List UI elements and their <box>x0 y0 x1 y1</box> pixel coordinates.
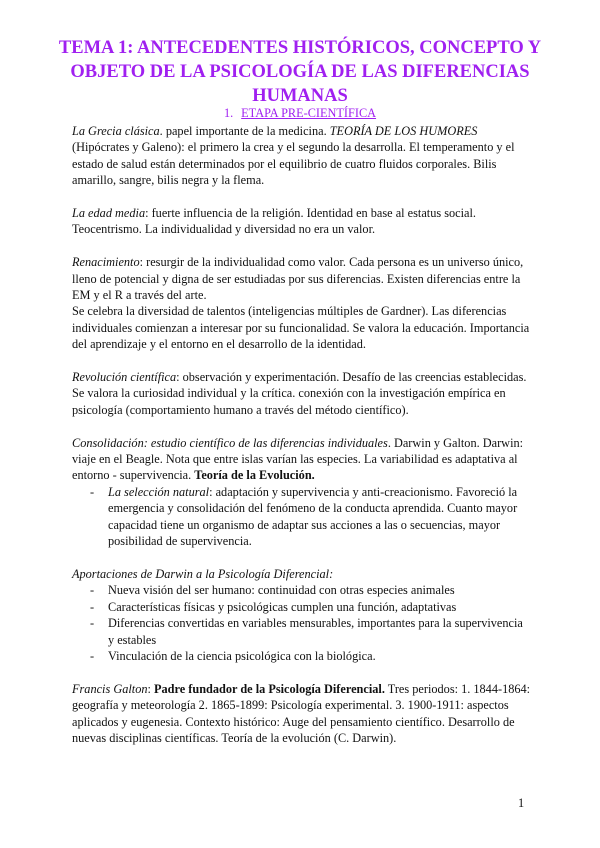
section-heading <box>0 106 600 121</box>
document-title: TEMA 1: ANTECEDENTES HISTÓRICOS, CONCEPTO Y OBJETO DE LA PSICOLOGÍA DE LAS DIFERENCIAS HUMANAS <box>58 38 542 106</box>
page-number: 1 <box>518 796 525 810</box>
aportaciones-heading <box>72 566 532 582</box>
text: . Darwin y Galton. Darwin: viaje en el Beagle. Nota que entre islas varían las especies. La variabilidad es adaptativa al entorno - supervivencia. <box>72 435 524 483</box>
paragraph-grecia <box>72 123 532 189</box>
term: La selección natural <box>108 484 210 499</box>
term: TEORÍA DE LOS HUMORES <box>329 124 478 138</box>
term: Francis Galton <box>72 681 148 696</box>
bold-text: Teoría de la Evolución. <box>194 468 315 483</box>
paragraph-revolucion <box>72 369 532 418</box>
list-item: - Vinculación de la ciencia psicológica con la biológica. <box>72 648 532 664</box>
document-body <box>72 123 532 763</box>
bold-text: Padre fundador de la Psicología Diferencial. <box>154 681 385 696</box>
term: Revolución científica <box>72 370 177 385</box>
list-item: - Nueva visión del ser humano: continuidad con otras especies animales <box>72 582 532 598</box>
paragraph-renacimiento-2: Se celebra la diversidad de talentos (inteligencias múltiples de Gardner). Las diferencias individuales comienzan a interesar por su funcionalidad. Se valora la educación. Importancia del aprendizaje y el entorno en el desarrollo de la identidad. <box>72 304 530 352</box>
text: : adaptación y supervivencia y anti-creacionismo. Favoreció la emergencia y consolidación del fenómeno de la conducta aprendida. Cuanto mayor capacidad tiene un organismo de adaptar sus acciones a las o secuencias, mayor posibilidad de supervivencia. <box>108 484 518 549</box>
section-label: ETAPA PRE-CIENTÍFICA <box>241 106 377 120</box>
paragraph-renacimiento <box>72 254 532 303</box>
section-number: 1. <box>223 106 234 120</box>
text: (Hipócrates y Galeno): el primero la crea y el segundo la desarrolla. El temperamento y el estado de salud están determinados por el equilibrio de cuatro fluidos corporales. Bilis amarillo, sangre, bilis negra y la flema. <box>72 140 515 188</box>
list-item <box>72 484 532 550</box>
text: . papel importante de la medicina. <box>159 124 330 138</box>
text: : resurgir de la individualidad como valor. Cada persona es un universo único, lleno de potencial y digna de ser estudiadas por sus diferencias. Existen diferencias entre la EM y el R a través del arte. <box>72 255 524 303</box>
text: Tres periodos: 1. 1844-1864: geografía y meteorología 2. 1865-1899: Psicología experimental. 3. 1900-1911: aspectos aplicados y eugenesia. Contexto histórico: Auge del pensamiento científico. Desarrollo de nuevas disciplinas científicas. Teoría de la evolución (C. Darwin). <box>72 681 531 745</box>
text: : observación y experimentación. Desafío de las creencias establecidas. Se valora la curiosidad individual y la crítica. conexión con la investigación empírica en psicología (comportamiento humano a través del método científico). <box>72 370 527 417</box>
term: La Grecia clásica <box>72 124 160 138</box>
term: Renacimiento <box>72 255 140 270</box>
text: : fuerte influencia de la religión. Identidad en base al estatus social. Teocentrismo. La individualidad y diversidad no era un valor. <box>72 206 476 237</box>
aportaciones-list <box>72 582 532 664</box>
paragraph-edad-media <box>72 205 532 238</box>
paragraph-galton <box>72 681 532 747</box>
term: La edad media <box>72 206 146 221</box>
list-item: - Diferencias convertidas en variables mensurables, importantes para la supervivencia y estables <box>72 615 532 648</box>
term: Consolidación: estudio científico de las diferencias individuales <box>72 435 388 450</box>
list-item: - Características físicas y psicológicas cumplen una función, adaptativas <box>72 599 532 615</box>
term: Aportaciones de Darwin a la Psicología Diferencial: <box>72 566 334 581</box>
consolidacion-list <box>72 484 532 550</box>
text: : <box>147 681 154 696</box>
paragraph-consolidacion <box>72 435 532 484</box>
